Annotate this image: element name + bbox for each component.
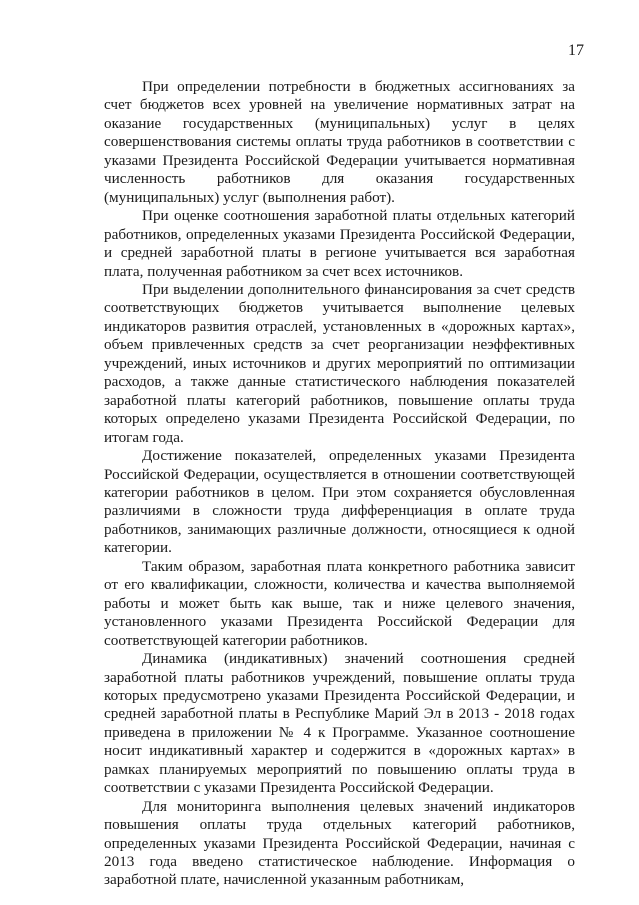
- page-number: 17: [568, 42, 584, 59]
- paragraph-indicator-achievement: Достижение показателей, определенных указами Президента Российской Федерации, осуществляется в отношении соответствующей категории работников в целом. При этом сохраняется обусловленная различиями в сложности труда дифференциация в оплате труда работников, занимающих различные должности, относящиеся к одной категории.: [104, 447, 575, 557]
- paragraph-indicative-dynamics: Динамика (индикативных) значений соотношения средней заработной платы работников учреждений, повышение оплаты труда которых предусмотрено указами Президента Российской Федерации, и средней заработной платы в Республике Марий Эл в 2013 - 2018 годах приведена в приложении № 4 к Программе. Указанное соотношение носит индикативный характер и содержится в «дорожных картах» в рамках планируемых мероприятий по повышению оплаты труда в соответствии с указами Президента Российской Федерации.: [104, 650, 575, 797]
- paragraph-budget-allocations: При определении потребности в бюджетных ассигнованиях за счет бюджетов всех уровней на увеличение нормативных затрат на оказание государственных (муниципальных) услуг в целях совершенствования системы оплаты труда работников в соответствии с указами Президента Российской Федерации учитывается нормативная численность работников для оказания государственных (муниципальных) услуг (выполнения работ).: [104, 78, 575, 206]
- paragraph-additional-financing: При выделении дополнительного финансирования за счет средств соответствующих бюджетов учитывается выполнение целевых индикаторов развития отраслей, установленных в «дорожных картах», объем привлеченных средств за счет реорганизации неэффективных учреждений, иных источников и других мероприятий по оптимизации расходов, а также данные статистического наблюдения показателей заработной платы категорий работников, повышение оплаты труда которых определено указами Президента Российской Федерации, по итогам года.: [104, 280, 575, 446]
- paragraph-salary-ratio-assessment: При оценке соотношения заработной платы отдельных категорий работников, определенных указами Президента Российской Федерации, и средней заработной платы в регионе учитывается вся заработная плата, полученная работником за счет всех источников.: [104, 207, 575, 280]
- paragraph-individual-salary: Таким образом, заработная плата конкретного работника зависит от его квалификации, сложности, количества и качества выполняемой работы и может быть как выше, так и ниже целевого значения, установленного указами Президента Российской Федерации для соответствующей категории работников.: [104, 557, 575, 649]
- document-body: [104, 78, 575, 890]
- paragraph-monitoring: Для мониторинга выполнения целевых значений индикаторов повышения оплаты труда отдельных категорий работников, определенных указами Президента Российской Федерации, начиная с 2013 года введено статистическое наблюдение. Информация о заработной плате, начисленной указанным работникам,: [104, 797, 575, 889]
